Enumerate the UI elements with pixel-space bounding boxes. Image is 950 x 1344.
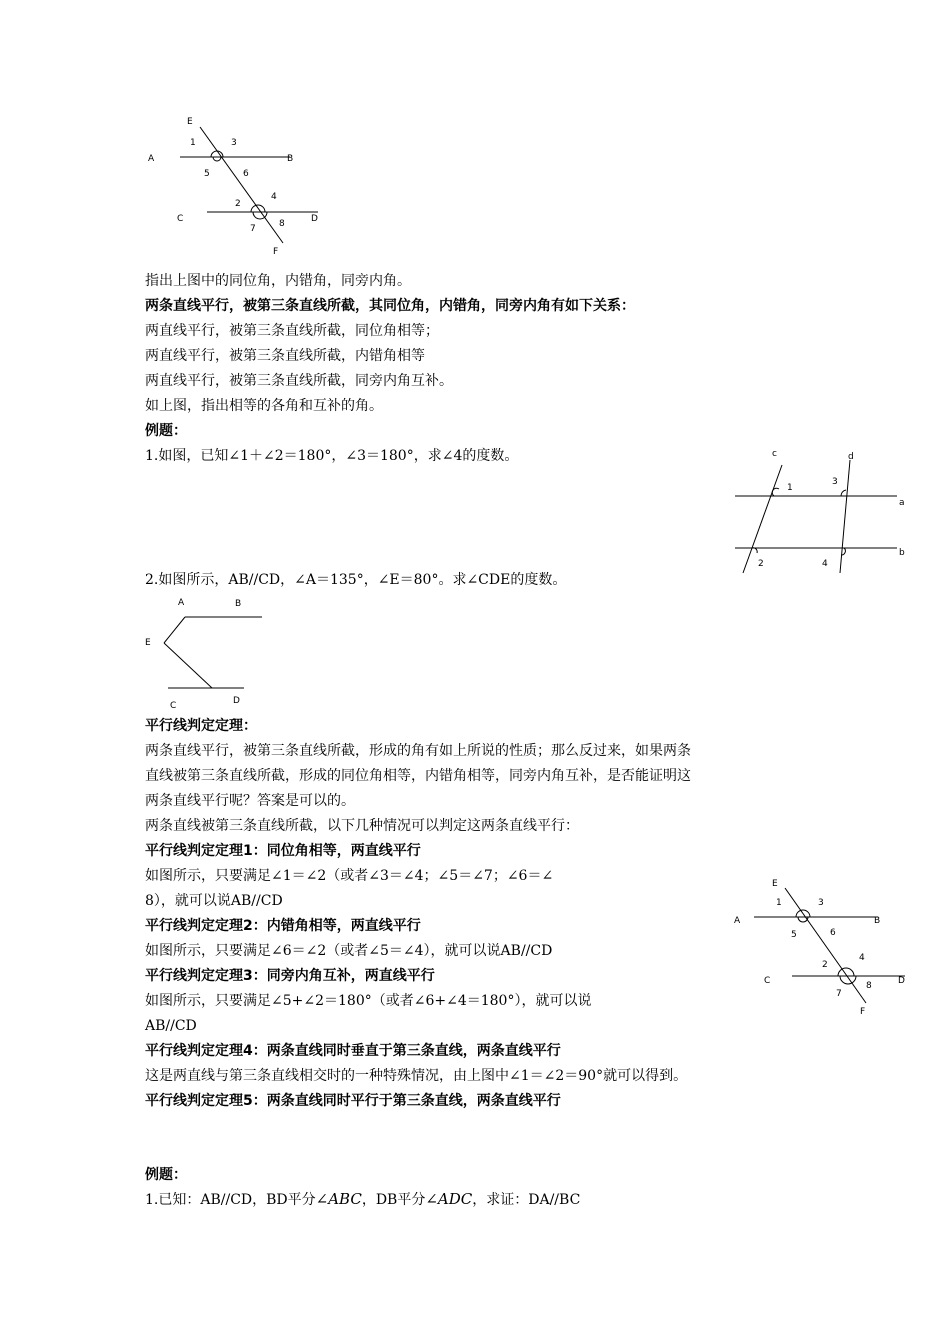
text-line: 这是两直线与第三条直线相交时的一种特殊情况，由上图中∠1＝∠2＝90°就可以得到。 <box>145 1068 688 1084</box>
example-3-part: ，DB平分 <box>361 1192 426 1208</box>
angle-adc: ∠ADC <box>425 1190 473 1208</box>
text-line: 指出上图中的同位角，内错角，同旁内角。 <box>145 273 411 289</box>
fig1-label-A: A <box>148 154 155 164</box>
fig2-label-1: 1 <box>787 483 793 493</box>
heading-examples-2: 例题： <box>145 1167 187 1183</box>
fig2-label-a: a <box>899 498 905 508</box>
fig4-label-5: 5 <box>791 930 797 940</box>
theorem-1: 平行线判定定理1：同位角相等，两直线平行 <box>145 843 421 859</box>
fig1-label-7: 7 <box>250 224 256 234</box>
fig1-label-3: 3 <box>231 138 237 148</box>
fig2-label-b: b <box>899 548 905 558</box>
theorem-5: 平行线判定定理5：两条直线同时平行于第三条直线，两条直线平行 <box>145 1093 561 1109</box>
fig3-label-D: D <box>233 696 240 706</box>
fig4-label-2: 2 <box>822 960 828 970</box>
fig1-label-B: B <box>287 154 294 164</box>
fig1-label-4: 4 <box>271 192 277 202</box>
text-line: 8），就可以说AB//CD <box>145 893 283 909</box>
fig1-label-F: F <box>273 247 279 257</box>
text-line: 如图所示，只要满足∠1＝∠2（或者∠3＝∠4；∠5＝∠7；∠6＝∠ <box>145 868 554 884</box>
fig1-label-D: D <box>311 214 318 224</box>
fig4-label-4: 4 <box>859 953 865 963</box>
text-line: 两条直线被第三条直线所截，以下几种情况可以判定这两条直线平行： <box>145 818 579 834</box>
heading-relations: 两条直线平行，被第三条直线所截，其同位角，内错角，同旁内角有如下关系： <box>145 298 635 314</box>
fig1-label-1: 1 <box>190 138 196 148</box>
text-line: 两直线平行，被第三条直线所截，同位角相等； <box>145 323 439 339</box>
fig2-label-d: d <box>848 452 854 462</box>
fig1-label-E: E <box>187 117 193 127</box>
fig4-label-B: B <box>874 916 881 926</box>
text-line: 如图所示，只要满足∠5+∠2＝180°（或者∠6+∠4＝180°），就可以说 <box>145 993 592 1009</box>
text-line: 两直线平行，被第三条直线所截，内错角相等 <box>145 348 425 364</box>
fig1-label-5: 5 <box>204 169 210 179</box>
fig4-label-E: E <box>772 879 778 889</box>
fig2-label-4: 4 <box>822 559 828 569</box>
theorem-3: 平行线判定定理3：同旁内角互补，两直线平行 <box>145 968 435 984</box>
text-line: 两直线平行，被第三条直线所截，同旁内角互补。 <box>145 373 453 389</box>
text-line: 如上图，指出相等的各角和互补的角。 <box>145 398 383 414</box>
text-line: 如图所示，只要满足∠6＝∠2（或者∠5＝∠4），就可以说AB//CD <box>145 943 553 959</box>
angle-abc: ∠ABC <box>315 1190 362 1208</box>
example-3-part: 1.已知：AB//CD，BD平分 <box>145 1192 316 1208</box>
fig2-label-3: 3 <box>832 477 838 487</box>
fig4-label-8: 8 <box>866 981 872 991</box>
heading-examples: 例题： <box>145 423 187 439</box>
text-line: 直线被第三条直线所截，形成的同位角相等，内错角相等，同旁内角互补，是否能证明这 <box>145 768 691 784</box>
text-line: 两条直线平行，被第三条直线所截，形成的角有如上所说的性质；那么反过来，如果两条 <box>145 743 691 759</box>
theorem-4: 平行线判定定理4：两条直线同时垂直于第三条直线，两条直线平行 <box>145 1043 561 1059</box>
example-2: 2.如图所示，AB//CD，∠A＝135°，∠E＝80°。求∠CDE的度数。 <box>145 572 567 588</box>
fig3-label-E: E <box>145 638 151 648</box>
fig4-label-F: F <box>860 1007 866 1017</box>
fig4-label-D: D <box>898 976 905 986</box>
fig1-label-C: C <box>177 214 184 224</box>
example-3-part: ，求证：DA//BC <box>472 1192 581 1208</box>
fig3-label-C: C <box>170 701 177 711</box>
fig4-label-3: 3 <box>818 898 824 908</box>
fig4-label-1: 1 <box>776 898 782 908</box>
fig4-label-C: C <box>764 976 771 986</box>
example-3 <box>145 1190 580 1209</box>
fig3-label-B: B <box>235 599 242 609</box>
example-1: 1.如图，已知∠1＋∠2＝180°，∠3＝180°，求∠4的度数。 <box>145 448 519 464</box>
heading-parallel-theorems: 平行线判定定理： <box>145 718 257 734</box>
fig2-label-c: c <box>772 449 777 459</box>
fig4-label-7: 7 <box>836 989 842 999</box>
fig2-label-2: 2 <box>758 559 764 569</box>
theorem-2: 平行线判定定理2：内错角相等，两直线平行 <box>145 918 421 934</box>
fig1-label-6: 6 <box>243 169 249 179</box>
fig1-label-2: 2 <box>235 199 241 209</box>
fig4-label-A: A <box>734 916 741 926</box>
text-line: AB//CD <box>145 1018 197 1034</box>
fig3-label-A: A <box>178 598 185 608</box>
fig4-label-6: 6 <box>830 928 836 938</box>
text-line: 两条直线平行呢？答案是可以的。 <box>145 793 355 809</box>
fig1-label-8: 8 <box>279 219 285 229</box>
